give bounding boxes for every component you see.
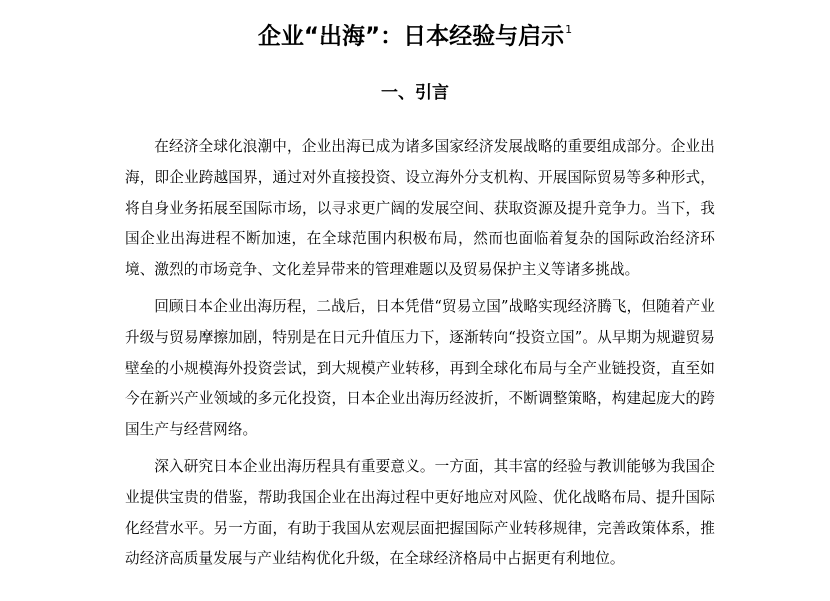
document-title [0,14,830,55]
title-text: 企业“出海”：日本经验与启示 [257,23,565,50]
paragraph-3: 深入研究日本企业出海历程具有重要意义。一方面，其丰富的经验与教训能够为我国企业提供宝贵的借鉴，帮助我国企业在出海过程中更好地应对风险、优化战略布局、提升国际化经营水平。另一方面，有助于我国从宏观层面把握国际产业转移规律，完善政策体系，推动经济高质量发展与产业结构优化升级，在全球经济格局中占据更有利地位。 [125,457,715,568]
body-text [125,132,715,581]
title-footnote-marker[interactable]: 1 [565,23,573,36]
paragraph-2: 回顾日本企业出海历程，二战后，日本凭借“贸易立国”战略实现经济腾飞，但随着产业升级与贸易摩擦加剧，特别是在日元升值压力下，逐渐转向“投资立国”。从早期为规避贸易壁垒的小规模海外投资尝试，到大规模产业转移，再到全球化布局与全产业链投资，直至如今在新兴产业领域的多元化投资，日本企业出海历经波折，不断调整策略，构建起庞大的跨国生产与经营网络。 [125,297,715,439]
paragraph-1: 在经济全球化浪潮中，企业出海已成为诸多国家经济发展战略的重要组成部分。企业出海，即企业跨越国界，通过对外直接投资、设立海外分支机构、开展国际贸易等多种形式，将自身业务拓展至国际市场，以寻求更广阔的发展空间、获取资源及提升竞争力。当下，我国企业出海进程不断加速，在全球范围内积极布局，然而也面临着复杂的国际政治经济环境、激烈的市场竞争、文化差异带来的管理难题以及贸易保护主义等诸多挑战。 [125,138,715,279]
section-heading: 一、引言 [381,83,449,103]
